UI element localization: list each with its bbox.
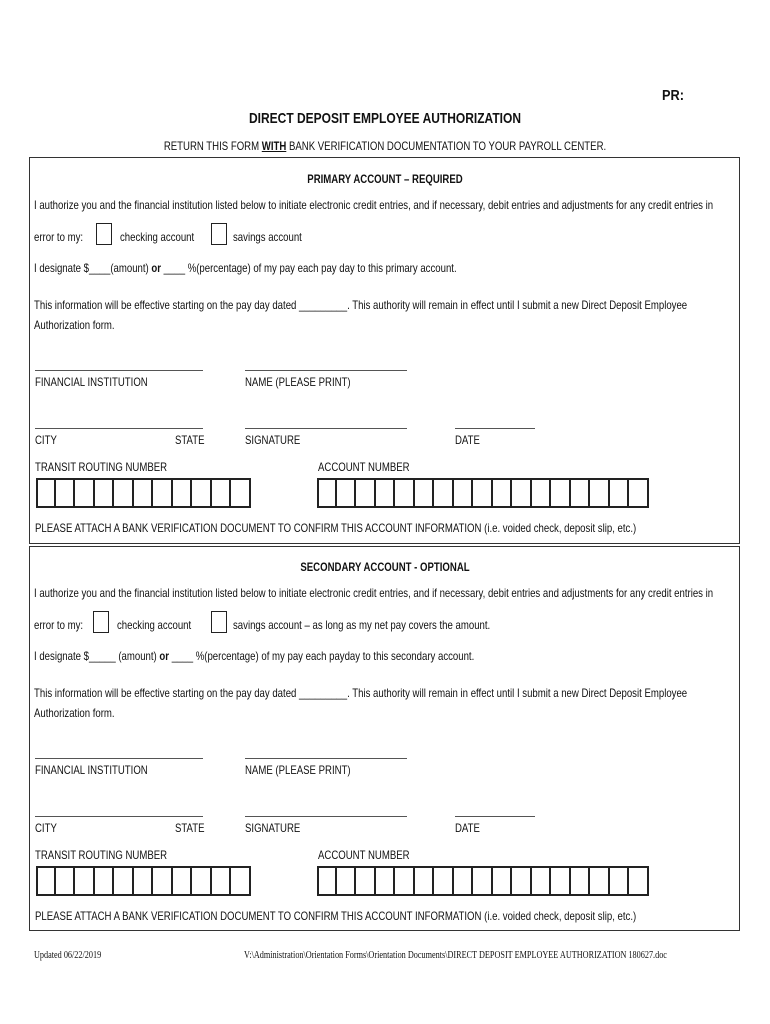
digit-box[interactable] <box>134 866 154 896</box>
primary-checking-label: checking account <box>120 230 195 244</box>
digit-box[interactable] <box>75 866 95 896</box>
secondary-effective-text-2: Authorization form. <box>34 706 115 720</box>
form-title: DIRECT DEPOSIT EMPLOYEE AUTHORIZATION <box>248 110 522 127</box>
primary-signature-line[interactable] <box>245 428 407 429</box>
primary-name-label: NAME (PLEASE PRINT) <box>245 375 351 389</box>
footer-updated: Updated 06/22/2019 <box>34 950 102 961</box>
secondary-attach-note: PLEASE ATTACH A BANK VERIFICATION DOCUMENT TO CONFIRM THIS ACCOUNT INFORMATION (i.e. voided check, deposit slip, etc.) <box>35 909 637 923</box>
pr-label: PR: <box>662 87 684 104</box>
digit-box[interactable] <box>395 478 415 508</box>
secondary-designate-text: I designate $_____ (amount) or ____ %(percentage) of my pay each payday to this secondary account. <box>34 649 475 663</box>
secondary-date-label: DATE <box>455 821 480 835</box>
primary-checking-checkbox[interactable] <box>96 223 112 245</box>
digit-box[interactable] <box>376 866 396 896</box>
digit-box[interactable] <box>434 866 454 896</box>
digit-box[interactable] <box>571 478 591 508</box>
secondary-name-line[interactable] <box>245 758 407 759</box>
primary-routing-label: TRANSIT ROUTING NUMBER <box>35 460 168 474</box>
primary-savings-checkbox[interactable] <box>211 223 227 245</box>
digit-box[interactable] <box>134 478 154 508</box>
digit-box[interactable] <box>610 478 630 508</box>
digit-box[interactable] <box>173 866 193 896</box>
digit-box[interactable] <box>192 866 212 896</box>
digit-box[interactable] <box>551 478 571 508</box>
digit-box[interactable] <box>610 866 630 896</box>
secondary-error-to-my: error to my: <box>34 618 84 632</box>
primary-city-line[interactable] <box>35 428 203 429</box>
secondary-city-line[interactable] <box>35 816 203 817</box>
form-subtitle: RETURN THIS FORM WITH BANK VERIFICATION DOCUMENTATION TO YOUR PAYROLL CENTER. <box>163 139 607 153</box>
digit-box[interactable] <box>231 866 251 896</box>
primary-attach-note: PLEASE ATTACH A BANK VERIFICATION DOCUMENT TO CONFIRM THIS ACCOUNT INFORMATION (i.e. voided check, deposit slip, etc.) <box>35 521 637 535</box>
digit-box[interactable] <box>454 478 474 508</box>
primary-savings-label: savings account <box>233 230 302 244</box>
secondary-city-label: CITY <box>35 821 57 835</box>
primary-authorize-text: I authorize you and the financial institution listed below to initiate electronic credit entries, and if necessary, debit entries and adjustments for any credit entries in <box>34 198 714 212</box>
secondary-heading: SECONDARY ACCOUNT - OPTIONAL <box>300 560 470 574</box>
digit-box[interactable] <box>153 866 173 896</box>
primary-name-line[interactable] <box>245 370 407 371</box>
secondary-routing-number-boxes[interactable] <box>36 866 251 896</box>
digit-box[interactable] <box>629 478 649 508</box>
primary-heading: PRIMARY ACCOUNT – REQUIRED <box>307 172 463 186</box>
footer-path: V:\Administration\Orientation Forms\Orientation Documents\DIRECT DEPOSIT EMPLOYEE AUTHORIZATION 180627.doc <box>244 950 667 961</box>
primary-error-to-my: error to my: <box>34 230 84 244</box>
digit-box[interactable] <box>356 866 376 896</box>
digit-box[interactable] <box>473 478 493 508</box>
secondary-name-label: NAME (PLEASE PRINT) <box>245 763 351 777</box>
digit-box[interactable] <box>75 478 95 508</box>
digit-box[interactable] <box>532 866 552 896</box>
primary-account-label: ACCOUNT NUMBER <box>318 460 410 474</box>
secondary-financial-institution-label: FINANCIAL INSTITUTION <box>35 763 148 777</box>
primary-effective-text-2: Authorization form. <box>34 318 115 332</box>
digit-box[interactable] <box>114 478 134 508</box>
primary-date-line[interactable] <box>455 428 535 429</box>
digit-box[interactable] <box>551 866 571 896</box>
primary-financial-institution-label: FINANCIAL INSTITUTION <box>35 375 148 389</box>
digit-box[interactable] <box>153 478 173 508</box>
digit-box[interactable] <box>317 478 337 508</box>
digit-box[interactable] <box>415 478 435 508</box>
primary-account-number-boxes[interactable] <box>317 478 649 508</box>
primary-effective-text: This information will be effective starting on the pay day dated _________. This authority will remain in effect until I submit a new Direct Deposit Employee <box>34 298 688 312</box>
digit-box[interactable] <box>473 866 493 896</box>
digit-box[interactable] <box>376 478 396 508</box>
primary-state-label: STATE <box>175 433 205 447</box>
digit-box[interactable] <box>173 478 193 508</box>
primary-signature-label: SIGNATURE <box>245 433 301 447</box>
digit-box[interactable] <box>590 866 610 896</box>
primary-date-label: DATE <box>455 433 480 447</box>
digit-box[interactable] <box>114 866 134 896</box>
secondary-authorize-text: I authorize you and the financial institution listed below to initiate electronic credit entries, and if necessary, debit entries and adjustments for any credit entries in <box>34 586 714 600</box>
secondary-effective-text: This information will be effective starting on the pay day dated _________. This authority will remain in effect until I submit a new Direct Deposit Employee <box>34 686 688 700</box>
secondary-account-label: ACCOUNT NUMBER <box>318 848 410 862</box>
digit-box[interactable] <box>629 866 649 896</box>
digit-box[interactable] <box>192 478 212 508</box>
digit-box[interactable] <box>317 866 337 896</box>
digit-box[interactable] <box>395 866 415 896</box>
digit-box[interactable] <box>56 866 76 896</box>
secondary-savings-checkbox[interactable] <box>211 611 227 633</box>
digit-box[interactable] <box>454 866 474 896</box>
digit-box[interactable] <box>337 866 357 896</box>
digit-box[interactable] <box>571 866 591 896</box>
digit-box[interactable] <box>212 866 232 896</box>
digit-box[interactable] <box>95 866 115 896</box>
secondary-financial-institution-line[interactable] <box>35 758 203 759</box>
digit-box[interactable] <box>434 478 454 508</box>
digit-box[interactable] <box>212 478 232 508</box>
primary-financial-institution-line[interactable] <box>35 370 203 371</box>
digit-box[interactable] <box>512 478 532 508</box>
secondary-signature-line[interactable] <box>245 816 407 817</box>
digit-box[interactable] <box>95 478 115 508</box>
digit-box[interactable] <box>36 478 56 508</box>
digit-box[interactable] <box>56 478 76 508</box>
digit-box[interactable] <box>512 866 532 896</box>
primary-designate-text: I designate $____(amount) or ____ %(percentage) of my pay each pay day to this primary account. <box>34 261 457 275</box>
digit-box[interactable] <box>532 478 552 508</box>
digit-box[interactable] <box>231 478 251 508</box>
secondary-checking-checkbox[interactable] <box>93 611 109 633</box>
secondary-account-number-boxes[interactable] <box>317 866 649 896</box>
digit-box[interactable] <box>590 478 610 508</box>
digit-box[interactable] <box>493 866 513 896</box>
secondary-savings-label: savings account – as long as my net pay covers the amount. <box>233 618 491 632</box>
primary-city-label: CITY <box>35 433 57 447</box>
secondary-checking-label: checking account <box>117 618 192 632</box>
secondary-state-label: STATE <box>175 821 205 835</box>
digit-box[interactable] <box>356 478 376 508</box>
digit-box[interactable] <box>36 866 56 896</box>
secondary-date-line[interactable] <box>455 816 535 817</box>
secondary-signature-label: SIGNATURE <box>245 821 301 835</box>
digit-box[interactable] <box>337 478 357 508</box>
secondary-routing-label: TRANSIT ROUTING NUMBER <box>35 848 168 862</box>
digit-box[interactable] <box>493 478 513 508</box>
digit-box[interactable] <box>415 866 435 896</box>
primary-routing-number-boxes[interactable] <box>36 478 251 508</box>
